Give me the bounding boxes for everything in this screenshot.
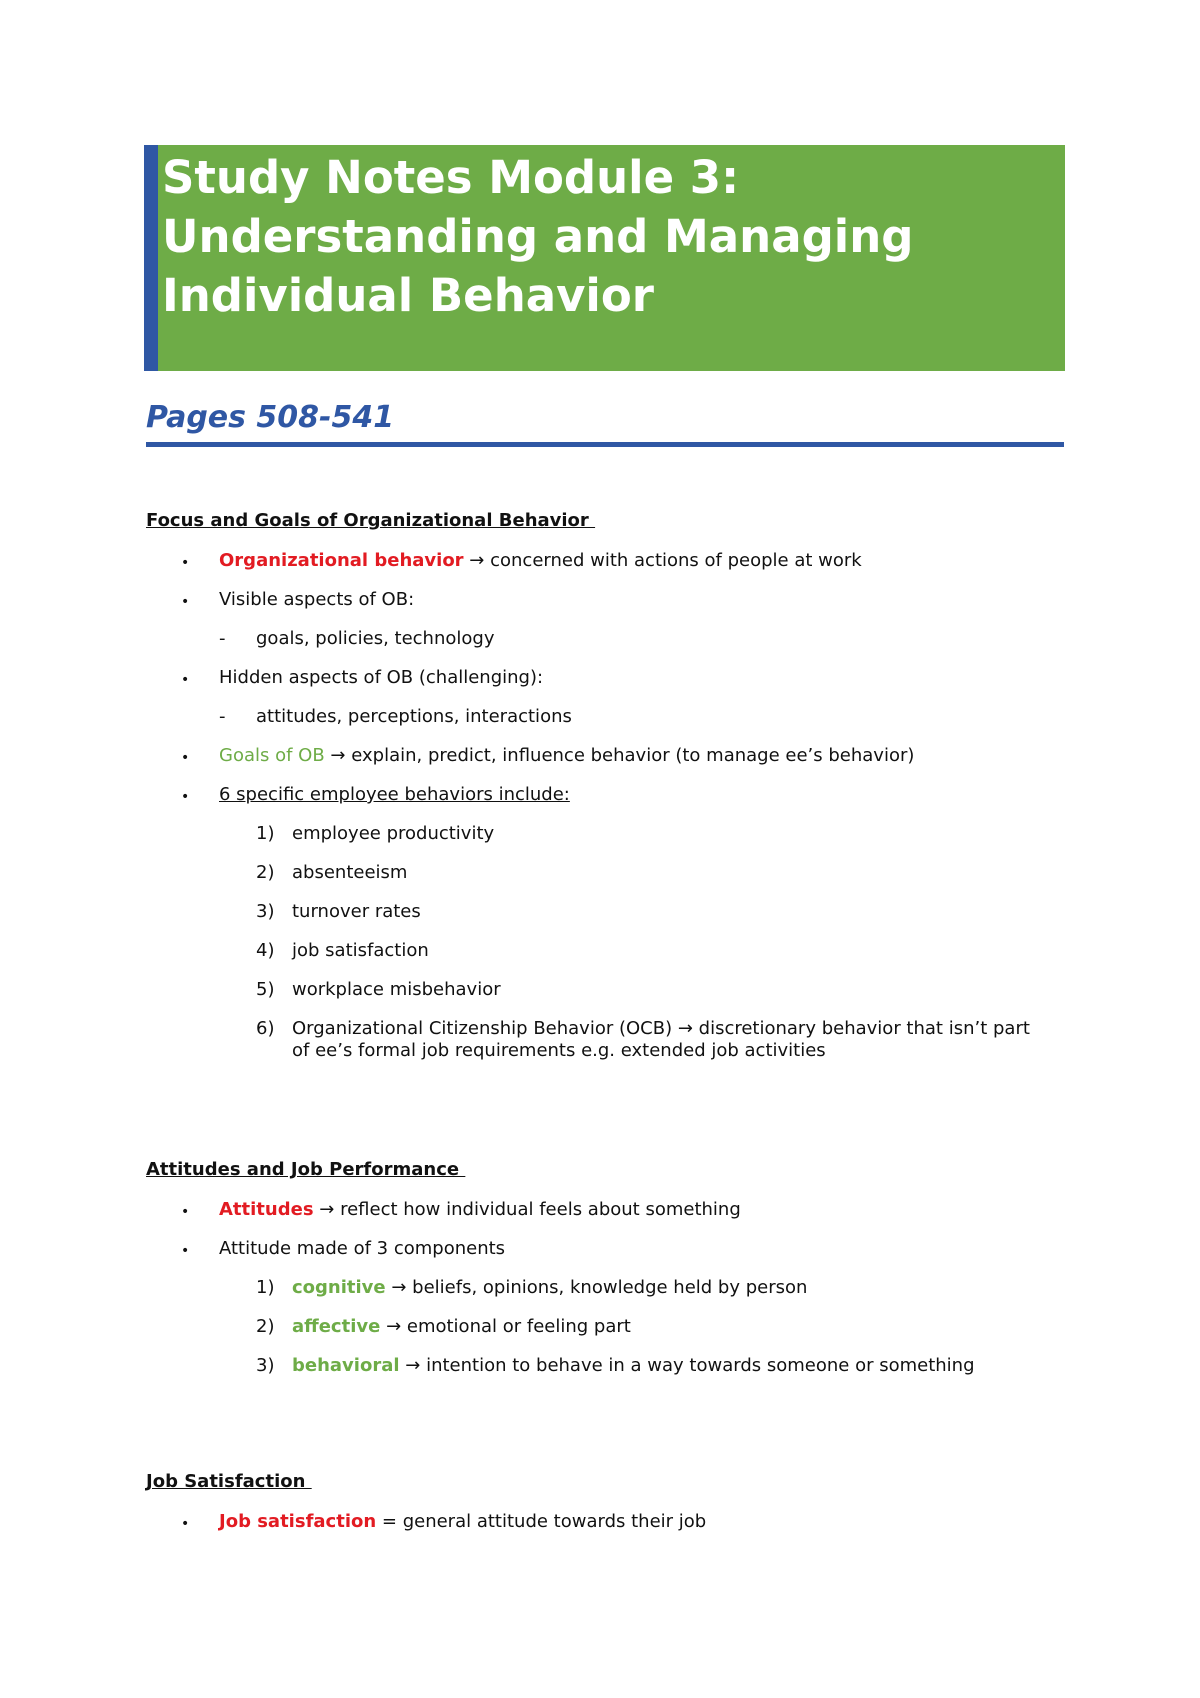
definition-text: intention to behave in a way towards someone or something bbox=[420, 1355, 975, 1376]
number-label: 5) bbox=[256, 979, 275, 1000]
definition-text: beliefs, opinions, knowledge held by person bbox=[406, 1277, 808, 1298]
bullet-icon: • bbox=[181, 750, 190, 766]
number-label: 4) bbox=[256, 940, 275, 961]
number-label: 3) bbox=[256, 901, 275, 922]
behavior-item: employee productivity bbox=[292, 823, 495, 844]
component-item bbox=[292, 1316, 631, 1337]
title-line-3: Individual Behavior bbox=[162, 269, 654, 322]
behavior-item: absenteeism bbox=[292, 862, 408, 883]
section-heading-job-satisfaction: Job Satisfaction bbox=[146, 1471, 312, 1492]
number-label: 1) bbox=[256, 1277, 275, 1298]
number-label: 1) bbox=[256, 823, 275, 844]
title-accent-stripe bbox=[144, 145, 158, 371]
term-affective: affective bbox=[292, 1316, 381, 1337]
arrow-icon: → bbox=[319, 1199, 335, 1220]
term-job-satisfaction: Job satisfaction bbox=[219, 1511, 377, 1532]
arrow-icon: → bbox=[330, 745, 346, 766]
arrow-icon: → bbox=[391, 1277, 407, 1298]
bullet-icon: • bbox=[181, 789, 190, 805]
number-label: 6) bbox=[256, 1018, 275, 1039]
behavior-item: workplace misbehavior bbox=[292, 979, 501, 1000]
definition-text: emotional or feeling part bbox=[401, 1316, 631, 1337]
arrow-icon: → bbox=[386, 1316, 402, 1337]
term-cognitive: cognitive bbox=[292, 1277, 386, 1298]
term-behavioral: behavioral bbox=[292, 1355, 400, 1376]
list-item-visible-aspects: Visible aspects of OB: bbox=[219, 589, 415, 610]
list-item-attitudes bbox=[219, 1199, 741, 1220]
document-title bbox=[162, 148, 1052, 325]
section-heading-focus: Focus and Goals of Organizational Behavior bbox=[146, 510, 596, 531]
arrow-icon: → bbox=[677, 1018, 693, 1039]
bullet-icon: • bbox=[181, 594, 190, 610]
arrow-icon: → bbox=[405, 1355, 421, 1376]
term-goals-of-ob: Goals of OB bbox=[219, 745, 325, 766]
sub-item-visible: goals, policies, technology bbox=[256, 628, 495, 649]
list-item-job-satisfaction bbox=[219, 1511, 706, 1532]
behavior-item: turnover rates bbox=[292, 901, 421, 922]
arrow-icon: → bbox=[469, 550, 485, 571]
behavior-item-ocb-continued: of ee’s formal job requirements e.g. extended job activities bbox=[292, 1040, 826, 1061]
list-item-hidden-aspects: Hidden aspects of OB (challenging): bbox=[219, 667, 544, 688]
sub-item-hidden: attitudes, perceptions, interactions bbox=[256, 706, 572, 727]
component-item bbox=[292, 1277, 807, 1298]
list-item-goals-of-ob bbox=[219, 745, 914, 766]
behavior-item: job satisfaction bbox=[292, 940, 429, 961]
bullet-icon: • bbox=[181, 1204, 190, 1220]
ocb-definition: discretionary behavior that isn’t part bbox=[692, 1018, 1030, 1039]
pages-heading: Pages 508-541 bbox=[146, 400, 395, 435]
component-item bbox=[292, 1355, 975, 1376]
dash-icon: - bbox=[219, 628, 226, 649]
bullet-icon: • bbox=[181, 1516, 190, 1532]
behavior-item-ocb bbox=[292, 1018, 1030, 1039]
definition-text: reflect how individual feels about something bbox=[334, 1199, 741, 1220]
heading-rule bbox=[146, 442, 1064, 447]
number-label: 3) bbox=[256, 1355, 275, 1376]
dash-icon: - bbox=[219, 706, 226, 727]
title-line-1: Study Notes Module 3: bbox=[162, 151, 740, 204]
list-item-ob-definition bbox=[219, 550, 862, 571]
term-attitudes: Attitudes bbox=[219, 1199, 314, 1220]
bullet-icon: • bbox=[181, 555, 190, 571]
bullet-icon: • bbox=[181, 1243, 190, 1259]
section-heading-attitudes: Attitudes and Job Performance bbox=[146, 1159, 466, 1180]
number-label: 2) bbox=[256, 1316, 275, 1337]
ocb-term: Organizational Citizenship Behavior (OCB) bbox=[292, 1018, 678, 1039]
definition-text: explain, predict, influence behavior (to manage ee’s behavior) bbox=[345, 745, 915, 766]
definition-text: concerned with actions of people at work bbox=[484, 550, 862, 571]
bullet-icon: • bbox=[181, 672, 190, 688]
list-item-components: Attitude made of 3 components bbox=[219, 1238, 506, 1259]
definition-text: = general attitude towards their job bbox=[376, 1511, 707, 1532]
list-item-six-behaviors: 6 specific employee behaviors include: bbox=[219, 784, 570, 805]
number-label: 2) bbox=[256, 862, 275, 883]
term-organizational-behavior: Organizational behavior bbox=[219, 550, 464, 571]
title-line-2: Understanding and Managing bbox=[162, 210, 914, 263]
